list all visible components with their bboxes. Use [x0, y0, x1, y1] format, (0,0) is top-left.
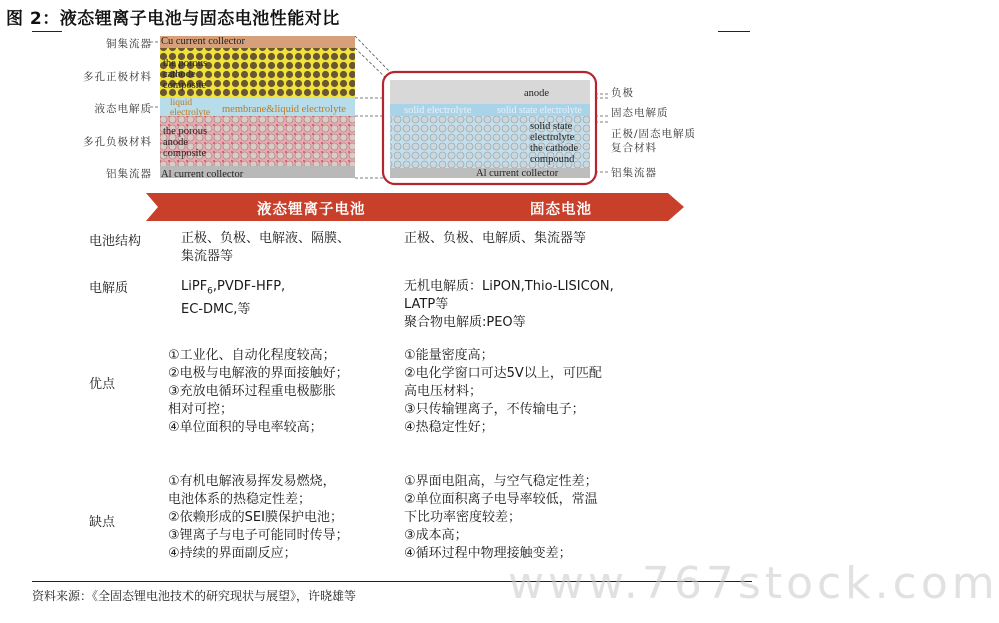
cell-liquid-electrolyte	[181, 278, 285, 319]
label-al-collector-right: 铝集流器	[611, 167, 657, 179]
cathode-compound-text: solid state electrolyte the cathode compound	[530, 121, 579, 165]
cell-liquid-disadvantages: ①有机电解液易挥发易燃烧， 电池体系的热稳定性差； ②依赖形成的SEI膜保护电池； ③锂离子与电子可能同时传导； ④持续的界面副反应；	[168, 474, 349, 561]
title-rule-left	[32, 31, 62, 32]
cu-collector-text: Cu current collector	[161, 36, 245, 47]
banner-liquid-title: 液态锂离子电池	[257, 202, 366, 218]
al-collector-text-solid: Al current collector	[476, 168, 559, 179]
title-rule-right	[718, 31, 750, 32]
cell-liquid-structure: 正极、负极、电解液、隔膜、 集流器等	[181, 231, 351, 264]
comparison-banner	[146, 193, 686, 221]
row-label-structure: 电池结构	[89, 234, 142, 249]
cell-solid-advantages: ①能量密度高； ②电化学窗口可达5V以上，可匹配 高电压材料； ③只传输锂离子，不传输电子； ④热稳定性好；	[404, 348, 602, 435]
label-liquid-electrolyte: 液态电解质	[94, 103, 152, 115]
electrolyte-subscript: 6	[207, 286, 213, 297]
solid-electrolyte-text: solid electrolyte	[404, 105, 472, 116]
label-cu-collector: 铜集流器	[106, 38, 152, 50]
banner-solid-title: 固态电池	[530, 202, 592, 218]
al-collector-text-liquid: Al current collector	[161, 169, 244, 180]
liquid-electrolyte-text: liquid electrolyte	[170, 98, 211, 118]
row-label-disadvantages: 缺点	[89, 515, 116, 530]
label-negative-electrode: 负极	[611, 87, 634, 99]
anode-text: the porous anode composite	[163, 126, 208, 159]
watermark-text: www.767stock.com	[508, 558, 999, 609]
cathode-text: the porous cathode composite	[163, 58, 208, 91]
solid-state-electrolyte-text: solid state electrolyte	[497, 105, 582, 116]
cell-solid-structure: 正极、负极、电解质、集流器等	[404, 231, 587, 246]
cell-solid-electrolyte: 无机电解质：LiPON,Thio-LISICON, LATP等 聚合物电解质:PEO等	[404, 279, 614, 330]
label-cathode-composite: 正极/固态电解质 复合材料	[611, 128, 697, 154]
label-solid-electrolyte: 固态电解质	[611, 107, 669, 119]
electrolyte-formula: LiPF	[181, 279, 208, 294]
membrane-text: membrane&liquid electrolyte	[222, 104, 346, 115]
solid-anode-text: anode	[524, 88, 550, 99]
electrolyte-rest: ,PVDF-HFP, EC-DMC,等	[181, 279, 286, 317]
source-note: 资料来源：《全固态锂电池技术的研究现状与展望》，许晓雄等	[32, 589, 357, 603]
label-al-collector: 铝集流器	[106, 168, 152, 180]
label-porous-cathode: 多孔正极材料	[83, 71, 152, 83]
row-label-electrolyte: 电解质	[89, 281, 129, 296]
row-label-advantages: 优点	[89, 377, 116, 392]
figure-title: 图 2：液态锂离子电池与固态电池性能对比	[6, 9, 340, 29]
cell-solid-disadvantages: ①界面电阻高，与空气稳定性差； ②单位面积离子电导率较低，常温 下比功率密度较差； ③成本高； ④循环过程中物理接触变差；	[404, 474, 598, 561]
cell-liquid-advantages: ①工业化、自动化程度较高； ②电极与电解液的界面接触好； ③充放电循环过程重电极膨胀 相对可控； ④单位面积的导电率较高；	[168, 348, 349, 435]
label-porous-anode: 多孔负极材料	[83, 136, 152, 148]
